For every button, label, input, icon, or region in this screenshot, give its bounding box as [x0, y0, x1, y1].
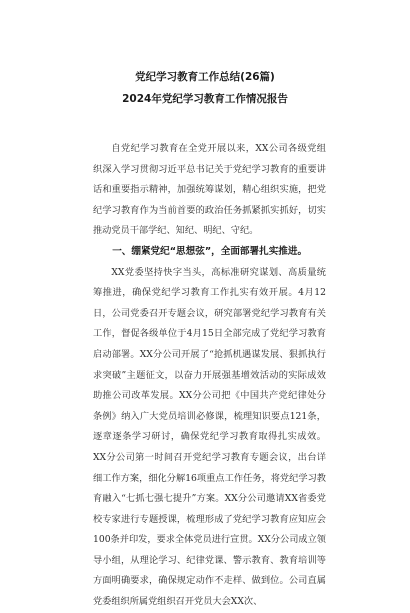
- section-paragraph: XX党委坚持快字当头，高标准研究谋划、高质量统筹推进，确保党纪学习教育工作扎实有效开展。4月12日，公司党委召开专题会议，研究部署党纪学习教育有关工作，督促各级单位于4月15日全部完成了党纪学习教育启动部署。XX分公司开展了“抢抓机遇谋发展、狠抓执行求突破”主题征文，以奋力开展强基增效活动的实际成效助推公司改革发展。XX分公司把《中国共产党纪律处分条例》纳入广大党员培训必修课，梳理知识要点121条，逐章逐条学习研讨，确保党纪学习教育取得扎实成效。XX分公司第一时间召开党纪学习教育专题会议，出台详细工作方案，细化分解16项重点工作任务，将党纪学习教育融入“七抓七强七提升”方案。XX分公司邀请XX省委党校专家进行专题授课，梳理形成了党纪学习教育应知应会100条并印发，要求全体党员进行宣贯。XX分公司成立领导小组，从理论学习、纪律党课、警示教育、教育培训等方面明确要求，确保规定动作不走样、做到位。公司直属党委组织所属党组织召开党员大会XX次、: [93, 266, 326, 608]
- document-subtitle: 2024年党纪学习教育工作情况报告: [122, 93, 288, 105]
- document-title: 党纪学习教育工作总结(26篇): [135, 71, 275, 83]
- document-body: [93, 139, 326, 613]
- intro-paragraph: 自党纪学习教育在全党开展以来，XX公司各级党组织深入学习贯彻习近平总书记关于党纪学习教育的重要讲话和重要指示精神，加强统筹谋划，精心组织实施，把党纪学习教育作为当前首要的政治任务抓紧抓实抓好，切实推动党员干部学纪、知纪、明纪、守纪。: [93, 143, 326, 237]
- title-block: [0, 66, 410, 110]
- section-heading: 一、绷紧党纪“思想弦”，全面部署扎实推进。: [112, 245, 308, 257]
